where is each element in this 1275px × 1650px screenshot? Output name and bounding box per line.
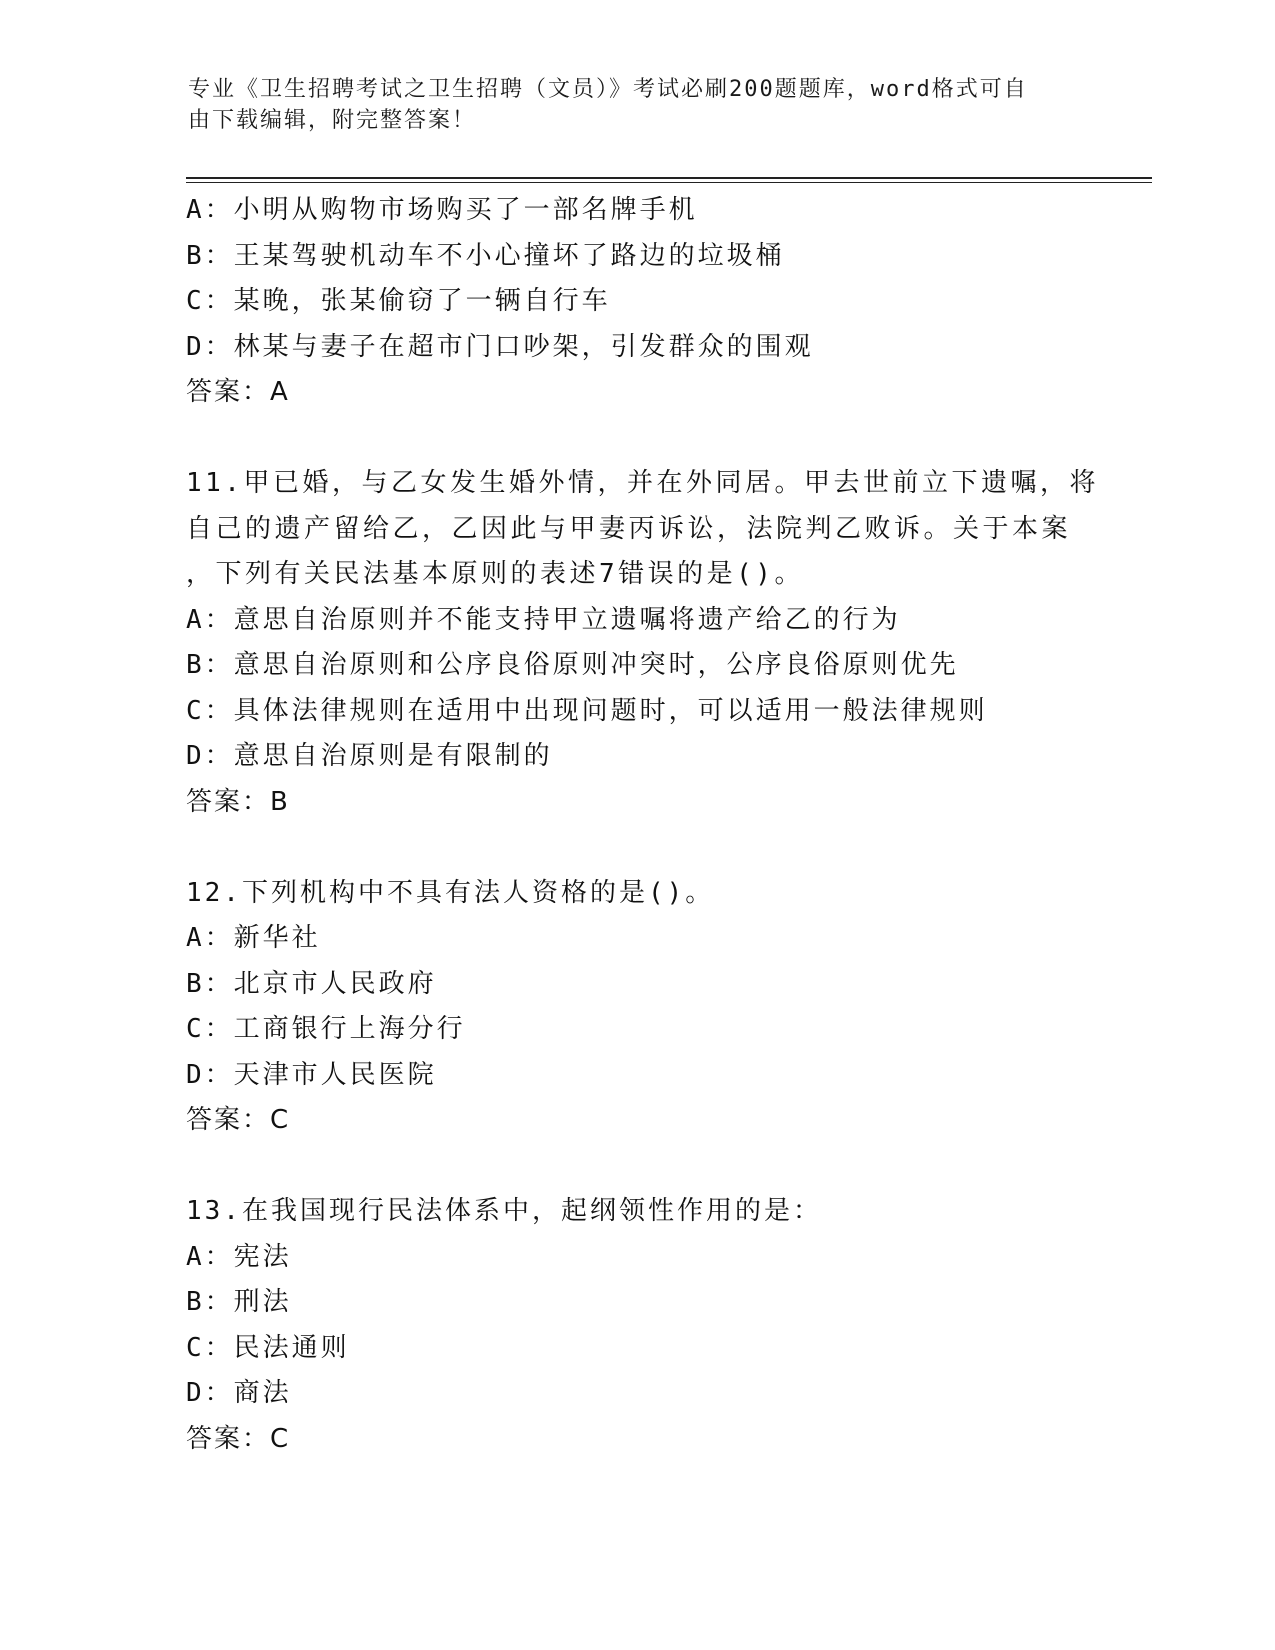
option-d: D：商法: [186, 1378, 292, 1408]
header-divider-thin: [186, 182, 1152, 183]
stem-line-1: 11.甲已婚，与乙女发生婚外情，并在外同居。甲去世前立下遗嘱，将: [186, 468, 1099, 498]
option-a: A：新华社: [186, 923, 321, 953]
option-b: B：北京市人民政府: [186, 968, 437, 999]
spacer: [186, 825, 1126, 871]
question-11: [186, 461, 1126, 825]
header-line-2: 由下载编辑，附完整答案！: [188, 108, 477, 133]
header-line-1: 专业《卫生招聘考试之卫生招聘（文员）》考试必刷200题题库，word格式可自: [188, 77, 1028, 102]
question-12: [186, 871, 1126, 1144]
answer-line: 答案：B: [186, 786, 290, 817]
option-d: D：意思自治原则是有限制的: [186, 741, 553, 771]
document-header: [188, 74, 1068, 136]
question-list: [186, 188, 1126, 1462]
option-b: B：刑法: [186, 1287, 292, 1317]
option-a: A：小明从购物市场购买了一部名牌手机: [186, 195, 698, 225]
question-10: [186, 188, 1126, 416]
stem-line-3: ，下列有关民法基本原则的表述7错误的是()。: [186, 559, 804, 589]
spacer: [186, 416, 1126, 462]
option-d: D：天津市人民医院: [186, 1059, 437, 1090]
option-c: C：具体法律规则在适用中出现问题时，可以适用一般法律规则: [186, 695, 988, 726]
stem-line-1: 13.在我国现行民法体系中，起纲领性作用的是：: [186, 1196, 822, 1226]
spacer: [186, 1144, 1126, 1190]
question-13: [186, 1189, 1126, 1462]
answer-line: 答案：A: [186, 377, 290, 407]
header-divider-thick: [186, 177, 1152, 179]
option-d: D：林某与妻子在超市门口吵架，引发群众的围观: [186, 331, 814, 362]
option-a: A：宪法: [186, 1241, 292, 1272]
answer-line: 答案：C: [186, 1423, 291, 1454]
stem-line-2: 自己的遗产留给乙，乙因此与甲妻丙诉讼，法院判乙败诉。关于本案: [186, 513, 1072, 544]
option-c: C：民法通则: [186, 1332, 350, 1363]
option-b: B：意思自治原则和公序良俗原则冲突时，公序良俗原则优先: [186, 650, 959, 680]
question-stem: [186, 461, 1126, 598]
option-a: A：意思自治原则并不能支持甲立遗嘱将遗产给乙的行为: [186, 604, 901, 635]
option-b: B：王某驾驶机动车不小心撞坏了路边的垃圾桶: [186, 240, 785, 271]
stem-line-1: 12.下列机构中不具有法人资格的是()。: [186, 877, 715, 908]
option-c: C：工商银行上海分行: [186, 1014, 466, 1044]
answer-line: 答案：C: [186, 1105, 291, 1135]
option-c: C：某晚，张某偷窃了一辆自行车: [186, 286, 611, 316]
